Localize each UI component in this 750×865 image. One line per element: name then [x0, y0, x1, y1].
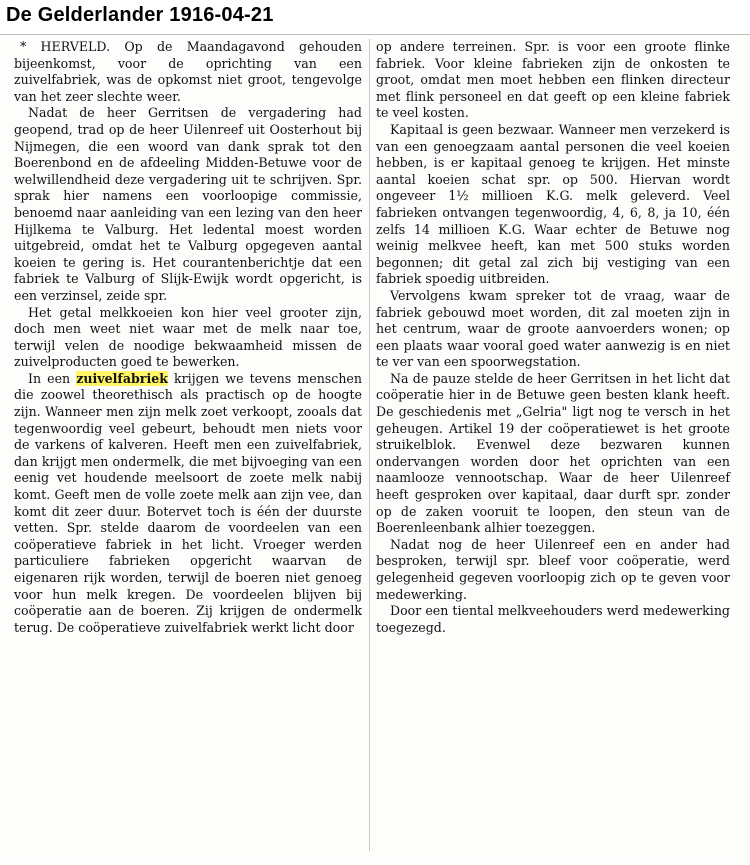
column-divider	[369, 39, 370, 851]
paragraph-intro: * HERVELD. Op de Maandagavond gehouden bijeenkomst, voor de oprichting van een zuivelfabriek, was de opkomst niet groot, tengevolge van het zeer slechte weer.	[14, 39, 362, 104]
paragraph-meeting: Nadat de heer Gerritsen de vergadering had geopend, trad op de heer Uilenreef uit Oosterhout bij Nijmegen, die een woord van dank sprak tot den Boerenbond en de afdeeling Midden-Betuwe voor de welwillendheid deze vergadering uit te schrijven. Spr. sprak hier namens een voorloopige commissie, benoemd naar aanleiding van een lezing van den heer Hijlkema te Valburg. Het ledental moest worden uitgebreid, omdat het te Valburg opgegeven aantal koeien te gering is. Het courantenberichtje dat een fabriek te Valburg of Slijk-Ewijk wordt opgericht, is een verzinsel, zeide spr.	[14, 105, 362, 303]
newspaper-clipping	[0, 34, 750, 863]
page-title: De Gelderlander 1916-04-21	[6, 4, 274, 26]
article-column-left	[14, 39, 362, 636]
article-column-right	[376, 39, 730, 636]
paragraph-pause: Na de pauze stelde de heer Gerritsen in het licht dat coöperatie hier in de Betuwe geen besten klank heeft. De geschiedenis met „Gelria" ligt nog te versch in het geheugen. Artikel 19 der coöperatiewet is het groote struikelblok. Evenwel deze bezwaren kunnen ondervangen worden door het oprichten van een naamlooze vennootschap. Waar de heer Uilenreef heeft gesproken over kapitaal, daar durft spr. zonder op de zaken vooruit te loopen, den steun van de Boerenleenbank alhier toezeggen.	[376, 370, 730, 536]
paragraph-dairy-factory-before: In een	[28, 370, 77, 386]
paragraph-dairy-factory	[14, 371, 362, 637]
paragraph-capital: Kapitaal is geen bezwaar. Wanneer men verzekerd is van een genoegzaam aantal personen die veel koeien hebben, is er kapitaal genoeg te krijgen. Het minste aantal koeien schat spr. op 500. Hiervan wordt ongeveer 1½ millioen K.G. melk geleverd. Veel fabrieken ontvangen tegenwoordig, 4, 6, 8, ja 10, één zelfs 14 millioen K.G. Waar echter de Betuwe nog weinig melkvee heeft, kan met 500 stuks worden begonnen; dit getal zal zich bij vestiging van een fabriek spoedig uitbreiden.	[376, 121, 730, 287]
paragraph-dairy-factory-after: krijgen we tevens menschen die zoowel theorethisch als practisch op de hoogte zijn. Wanneer men zijn melk zoet verkoopt, zooals dat tegenwoordig veel gebeurt, behoudt men niets voor de varkens of kalveren. Heeft men een zuivelfabriek, dan krijgt men ondermelk, die met bijvoeging van een eenig vet houdende meelsoort de zoete melk nabij komt. Geeft men de volle zoete melk aan zijn vee, dan komt dit zeer duur. Botervet toch is één der duurste vetten. Spr. stelde daarom de voordeelen van een coöperatieve fabriek in het licht. Vroeger werden particuliere fabrieken opgericht waarvan de eigenaren rijk worden, terwijl de boeren niet genoeg voor hun melk kregen. De voordeelen blijven bij coöperatie aan de boeren. Zij krijgen de ondermelk terug. De coöperatieve zuivelfabriek werkt licht door	[14, 370, 362, 635]
search-highlight: zuivelfabriek	[76, 370, 168, 386]
paragraph-milk-cows: Het getal melkkoeien kon hier veel grooter zijn, doch men weet niet waar met de melk naar toe, terwijl velen de noodige bekwaamheid missen de zuivelproducten goed te bewerken.	[14, 304, 362, 370]
paragraph-location: Vervolgens kwam spreker tot de vraag, waar de fabriek gebouwd moet worden, dit zal moeten zijn in het centrum, waar de groote aanvoerders wonen; op een plaats waar vooral goed water aanwezig is en niet te ver van een spoorwegstation.	[376, 287, 730, 370]
paragraph-conclusion: Door een tiental melkveehouders werd medewerking toegezegd.	[376, 603, 730, 635]
paragraph-discussion: Nadat nog de heer Uilenreef een en ander had besproken, terwijl spr. bleef voor coöperatie, werd gelegenheid gegeven voorloopig zich op te geven voor medewerking.	[376, 536, 730, 602]
paragraph-continuation: op andere terreinen. Spr. is voor een groote flinke fabriek. Voor kleine fabrieken zijn de onkosten te groot, omdat men moet hebben een flinken directeur met flink personeel en dat geeft op een kleine fabriek te veel kosten.	[376, 39, 730, 121]
